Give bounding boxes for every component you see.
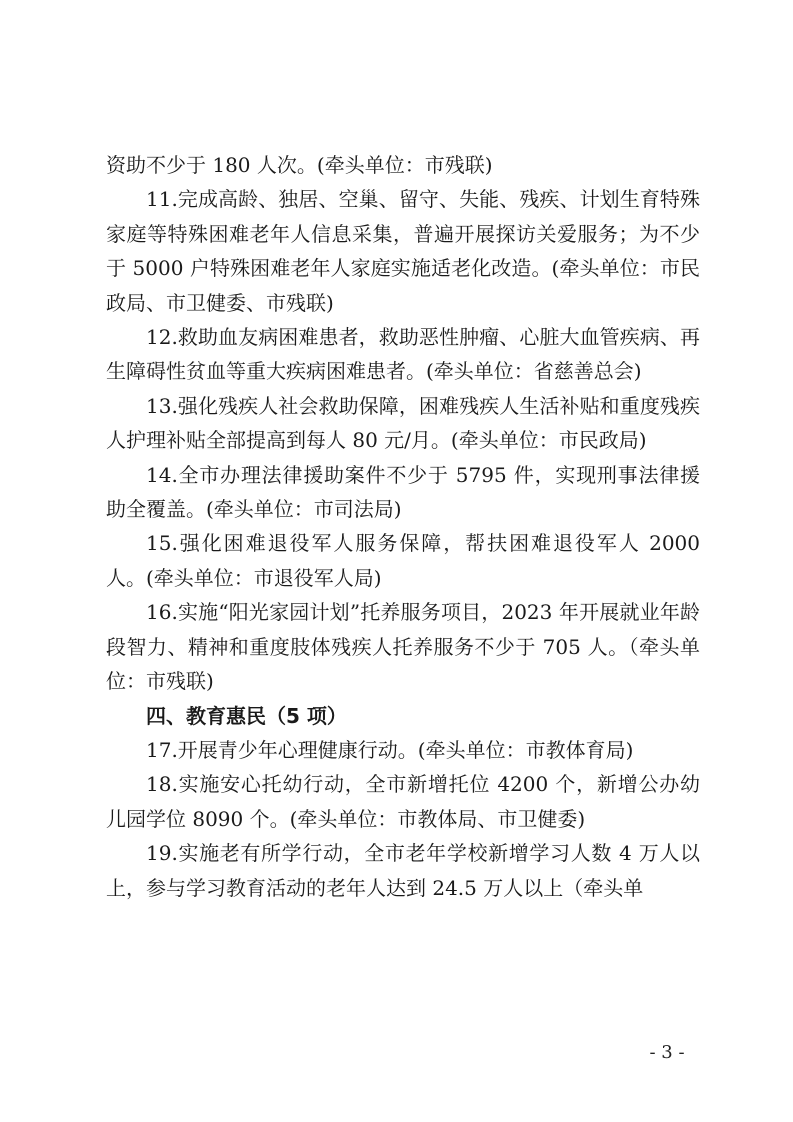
item-18: 18.实施安心托幼行动，全市新增托位 4200 个，新增公办幼儿园学位 8090 个。(牵头单位：市教体局、市卫健委) [106, 772, 700, 831]
page-number: - 3 - [649, 1042, 685, 1063]
item-15: 15.强化困难退役军人服务保障，帮扶困难退役军人 2000 人。(牵头单位：市退役军人局) [106, 531, 700, 590]
item-11: 11.完成高龄、独居、空巢、留守、失能、残疾、计划生育特殊家庭等特殊困难老年人信息采集，普遍开展探访关爱服务；为不少于 5000 户特殊困难老年人家庭实施适老化改造。(牵头单位：市民政局、市卫健委、市残联) [106, 187, 700, 315]
item-13: 13.强化残疾人社会救助保障，困难残疾人生活补贴和重度残疾人护理补贴全部提高到每人 80 元/月。(牵头单位：市民政局) [106, 393, 700, 453]
item-16: 16.实施“阳光家园计划”托养服务项目，2023 年开展就业年龄段智力、精神和重度肢体残疾人托养服务不少于 705 人。（牵头单位：市残联) [106, 600, 700, 694]
item-17: 17.开展青少年心理健康行动。(牵头单位：市教体育局) [146, 737, 634, 762]
section-heading-education: 四、教育惠民（5 项） [146, 703, 347, 728]
item-19: 19.实施老有所学行动，全市老年学校新增学习人数 4 万人以上，参与学习教育活动的老年人达到 24.5 万人以上（牵头单 [106, 841, 700, 900]
document-body [106, 148, 700, 905]
item-14: 14.全市办理法律援助案件不少于 5795 件，实现刑事法律援助全覆盖。(牵头单位：市司法局) [106, 462, 700, 522]
paragraph-continuation: 资助不少于 180 人次。(牵头单位：市残联) [106, 153, 493, 177]
item-12: 12.救助血友病困难患者，救助恶性肿瘤、心脏大血管疾病、再生障碍性贫血等重大疾病困难患者。(牵头单位：省慈善总会) [106, 325, 700, 384]
